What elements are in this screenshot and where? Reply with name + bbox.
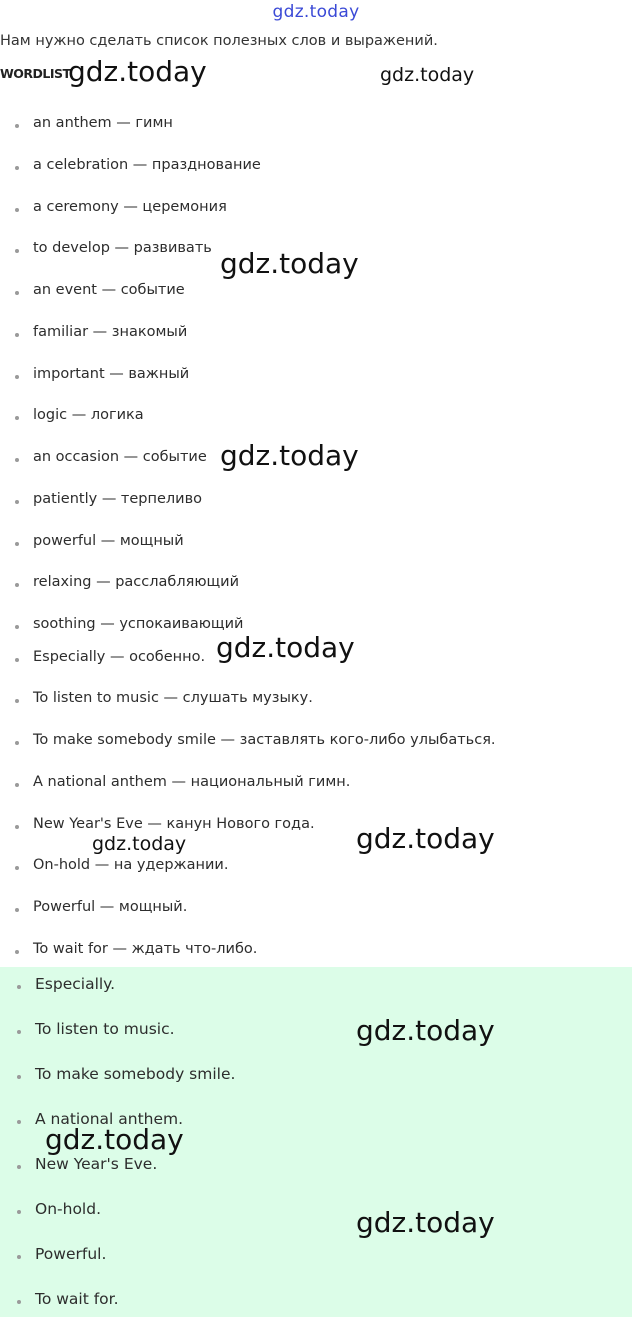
bullet-icon: [15, 825, 19, 829]
answer-block: Especially. To listen to music. To make somebody smile. A national anthem. New Year's Eve. On-hold. Powerful. To wait for.: [0, 967, 632, 1317]
bullet-icon: [15, 625, 19, 629]
bullet-icon: [15, 500, 19, 504]
bullet-icon: [17, 1120, 21, 1124]
bullet-icon: [15, 416, 19, 420]
bullet-icon: [15, 583, 19, 587]
bullet-icon: [15, 333, 19, 337]
bullet-icon: [15, 866, 19, 870]
bullet-icon: [15, 166, 19, 170]
bullet-icon: [17, 1255, 21, 1259]
bullet-icon: [17, 1075, 21, 1079]
bullet-icon: [15, 458, 19, 462]
bullet-icon: [15, 908, 19, 912]
watermark: gdz.today: [220, 247, 359, 280]
watermark: gdz.today: [220, 439, 359, 472]
watermark: gdz.today: [216, 631, 355, 664]
top-watermark: gdz.today: [272, 2, 360, 22]
watermark: gdz.today: [45, 1123, 184, 1156]
watermark: gdz.today: [356, 1014, 495, 1047]
bullet-icon: [15, 783, 19, 787]
bullet-icon: [15, 741, 19, 745]
watermark: gdz.today: [356, 1206, 495, 1239]
watermark: gdz.today: [356, 822, 495, 855]
bullet-icon: [17, 1030, 21, 1034]
watermark: gdz.today: [92, 833, 187, 855]
bullet-icon: [15, 208, 19, 212]
bullet-icon: [15, 375, 19, 379]
bullet-icon: [17, 1300, 21, 1304]
watermark: gdz.today: [68, 55, 207, 88]
intro-text: Нам нужно сделать список полезных слов и выражений.: [0, 33, 438, 49]
bullet-icon: [17, 1210, 21, 1214]
bullet-icon: [15, 658, 19, 662]
bullet-icon: [15, 291, 19, 295]
bullet-icon: [17, 1165, 21, 1169]
wordlist-heading: WORDLIST: [0, 66, 71, 81]
bullet-icon: [15, 950, 19, 954]
bullet-icon: [15, 699, 19, 703]
bullet-icon: [15, 249, 19, 253]
bullet-icon: [17, 985, 21, 989]
watermark: gdz.today: [380, 64, 475, 86]
bullet-icon: [15, 124, 19, 128]
bullet-icon: [15, 542, 19, 546]
